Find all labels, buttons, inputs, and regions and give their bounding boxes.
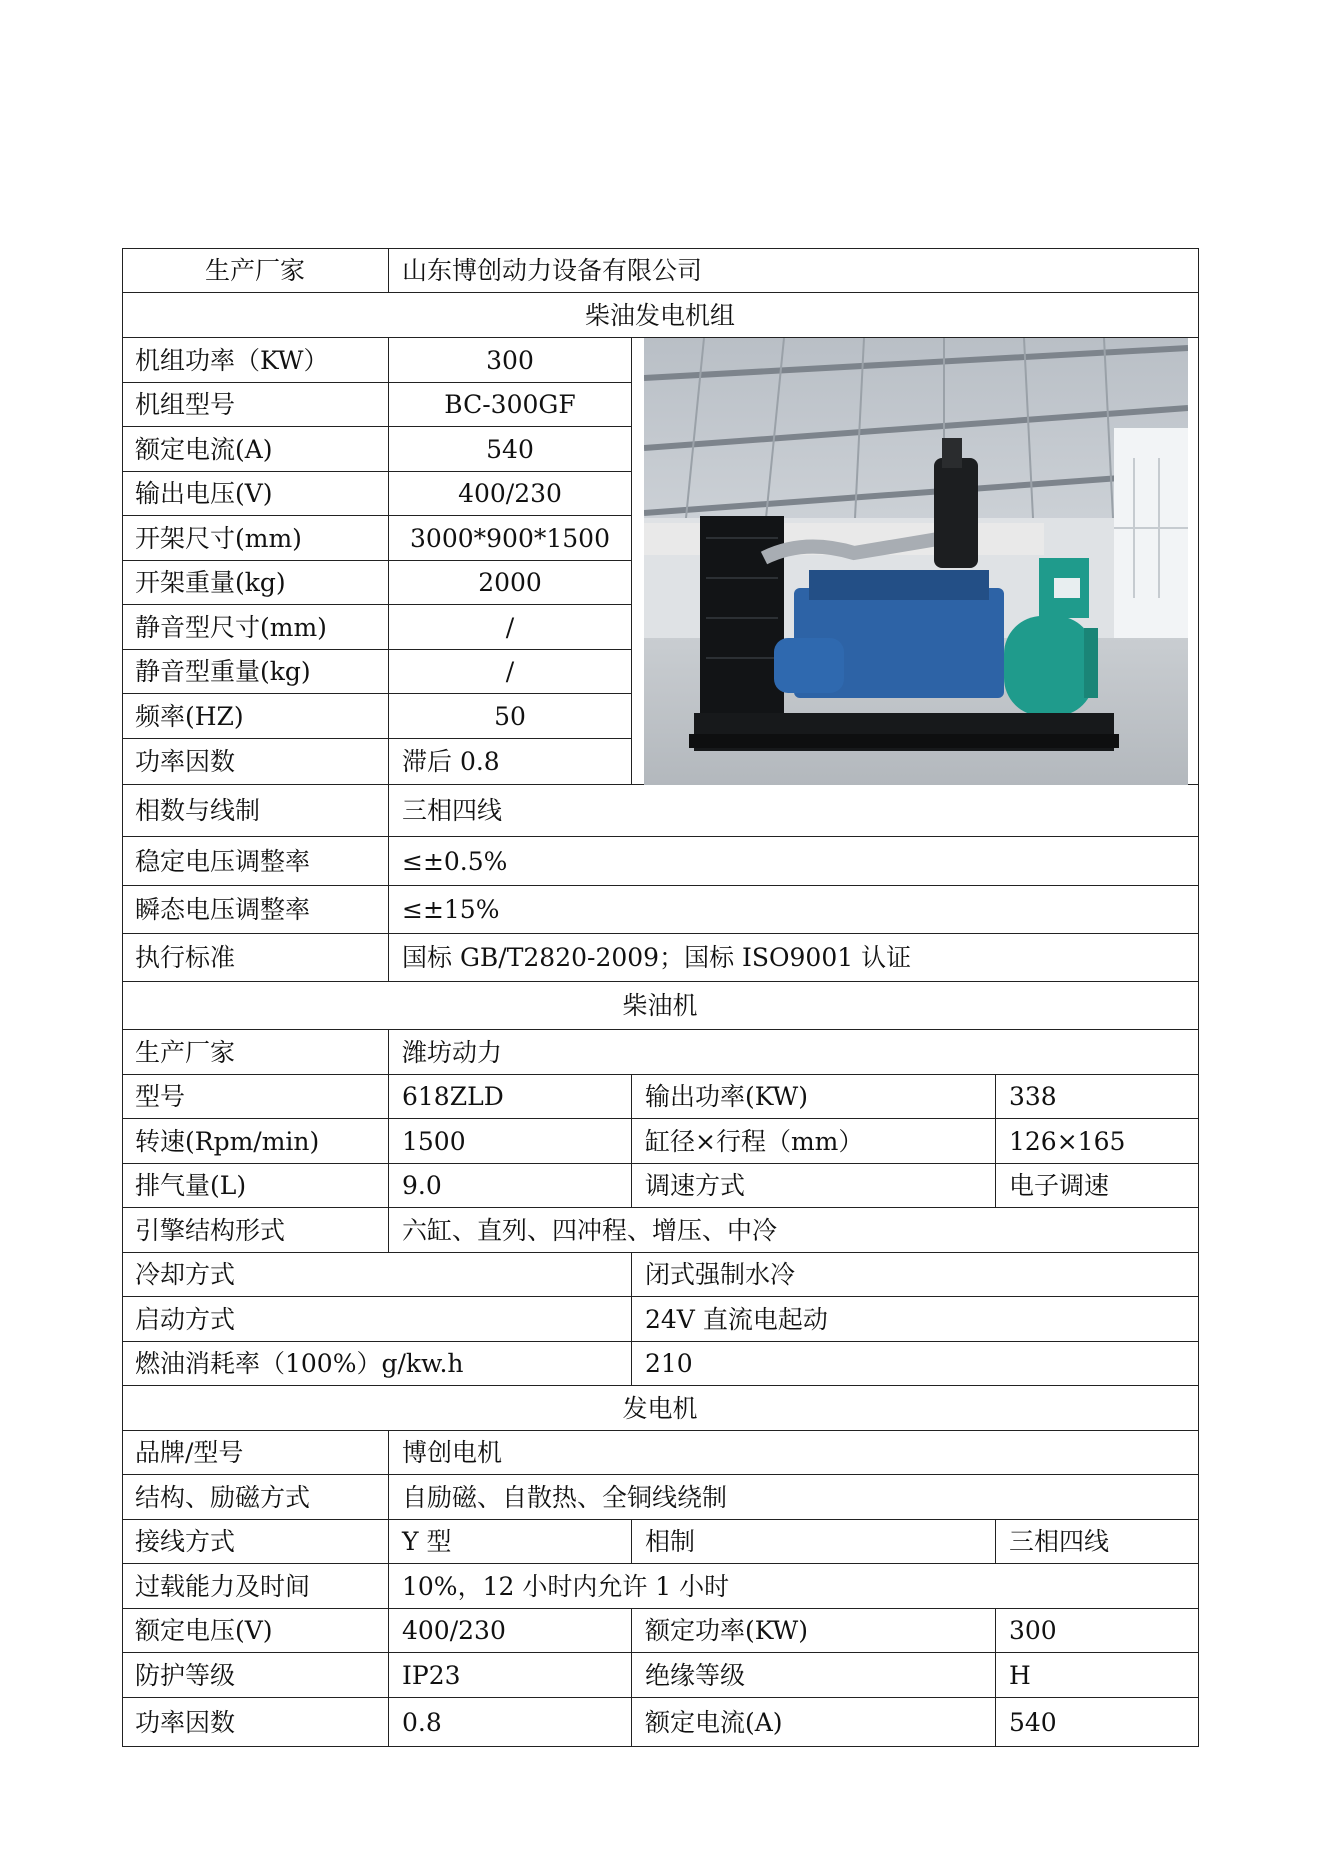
start-method-label: 启动方式 xyxy=(122,1297,632,1342)
insulation-value: H xyxy=(996,1653,1199,1698)
set-manufacturer-label: 生产厂家 xyxy=(122,248,389,293)
engine-model-value: 618ZLD xyxy=(389,1075,632,1119)
alt-power-value: 300 xyxy=(996,1609,1199,1653)
transient-voltage-regulation-label: 瞬态电压调整率 xyxy=(122,886,389,934)
alternator-brand-value: 博创电机 xyxy=(389,1431,1199,1475)
excitation-value: 自励磁、自散热、全铜线绕制 xyxy=(389,1475,1199,1520)
engine-speed-label: 转速(Rpm/min) xyxy=(122,1119,389,1164)
alt-current-value: 540 xyxy=(996,1698,1199,1747)
alt-pf-label: 功率因数 xyxy=(122,1698,389,1747)
silent-size-value: / xyxy=(389,605,632,650)
engine-output-power-value: 338 xyxy=(996,1075,1199,1119)
phase-wire-value: 三相四线 xyxy=(389,785,1199,837)
engine-manufacturer-value: 潍坊动力 xyxy=(389,1030,1199,1075)
engine-manufacturer-label: 生产厂家 xyxy=(122,1030,389,1075)
set-voltage-value: 400/230 xyxy=(389,472,632,516)
overload-value: 10%，12 小时内允许 1 小时 xyxy=(389,1564,1199,1609)
protection-label: 防护等级 xyxy=(122,1653,389,1698)
steady-voltage-regulation-label: 稳定电压调整率 xyxy=(122,837,389,886)
alternator-section-title: 发电机 xyxy=(122,1386,1199,1431)
protection-value: IP23 xyxy=(389,1653,632,1698)
set-current-label: 额定电流(A) xyxy=(122,427,389,472)
bore-stroke-label: 缸径×行程（mm） xyxy=(632,1119,996,1164)
alt-power-label: 额定功率(KW) xyxy=(632,1609,996,1653)
frequency-value: 50 xyxy=(389,694,632,739)
engine-structure-value: 六缸、直列、四冲程、增压、中冷 xyxy=(389,1208,1199,1253)
silent-weight-label: 静音型重量(kg) xyxy=(122,650,389,694)
fuel-consumption-label: 燃油消耗率（100%）g/kw.h xyxy=(122,1342,632,1386)
engine-output-power-label: 输出功率(KW) xyxy=(632,1075,996,1119)
set-manufacturer-value: 山东博创动力设备有限公司 xyxy=(389,248,1199,293)
engine-section-title: 柴油机 xyxy=(122,982,1199,1030)
wiring-label: 接线方式 xyxy=(122,1520,389,1564)
wiring-value: Y 型 xyxy=(389,1520,632,1564)
set-model-value: BC-300GF xyxy=(389,383,632,427)
phase-wire-label: 相数与线制 xyxy=(122,785,389,837)
genset-photo xyxy=(644,338,1188,785)
start-method-value: 24V 直流电起动 xyxy=(632,1297,1199,1342)
alt-current-label: 额定电流(A) xyxy=(632,1698,996,1747)
alt-pf-value: 0.8 xyxy=(389,1698,632,1747)
overload-label: 过载能力及时间 xyxy=(122,1564,389,1609)
alt-voltage-value: 400/230 xyxy=(389,1609,632,1653)
engine-model-label: 型号 xyxy=(122,1075,389,1119)
set-pf-value: 滞后 0.8 xyxy=(389,739,632,785)
open-frame-size-label: 开架尺寸(mm) xyxy=(122,516,389,561)
set-voltage-label: 输出电压(V) xyxy=(122,472,389,516)
steady-voltage-regulation-value: ≤±0.5% xyxy=(389,837,1199,886)
engine-structure-label: 引擎结构形式 xyxy=(122,1208,389,1253)
set-power-label: 机组功率（KW） xyxy=(122,338,389,383)
excitation-label: 结构、励磁方式 xyxy=(122,1475,389,1520)
cooling-value: 闭式强制水冷 xyxy=(632,1253,1199,1297)
cooling-label: 冷却方式 xyxy=(122,1253,632,1297)
bore-stroke-value: 126×165 xyxy=(996,1119,1199,1164)
open-frame-weight-value: 2000 xyxy=(389,561,632,605)
phase-system-value: 三相四线 xyxy=(996,1520,1199,1564)
set-section-title: 柴油发电机组 xyxy=(122,293,1199,338)
displacement-value: 9.0 xyxy=(389,1164,632,1208)
set-pf-label: 功率因数 xyxy=(122,739,389,785)
frequency-label: 频率(HZ) xyxy=(122,694,389,739)
open-frame-weight-label: 开架重量(kg) xyxy=(122,561,389,605)
open-frame-size-value: 3000*900*1500 xyxy=(389,516,632,561)
set-model-label: 机组型号 xyxy=(122,383,389,427)
phase-system-label: 相制 xyxy=(632,1520,996,1564)
standard-value: 国标 GB/T2820-2009；国标 ISO9001 认证 xyxy=(389,934,1199,982)
governor-label: 调速方式 xyxy=(632,1164,996,1208)
alt-voltage-label: 额定电压(V) xyxy=(122,1609,389,1653)
set-current-value: 540 xyxy=(389,427,632,472)
set-power-value: 300 xyxy=(389,338,632,383)
governor-value: 电子调速 xyxy=(996,1164,1199,1208)
insulation-label: 绝缘等级 xyxy=(632,1653,996,1698)
transient-voltage-regulation-value: ≤±15% xyxy=(389,886,1199,934)
engine-speed-value: 1500 xyxy=(389,1119,632,1164)
alternator-brand-label: 品牌/型号 xyxy=(122,1431,389,1475)
standard-label: 执行标准 xyxy=(122,934,389,982)
silent-weight-value: / xyxy=(389,650,632,694)
silent-size-label: 静音型尺寸(mm) xyxy=(122,605,389,650)
fuel-consumption-value: 210 xyxy=(632,1342,1199,1386)
displacement-label: 排气量(L) xyxy=(122,1164,389,1208)
